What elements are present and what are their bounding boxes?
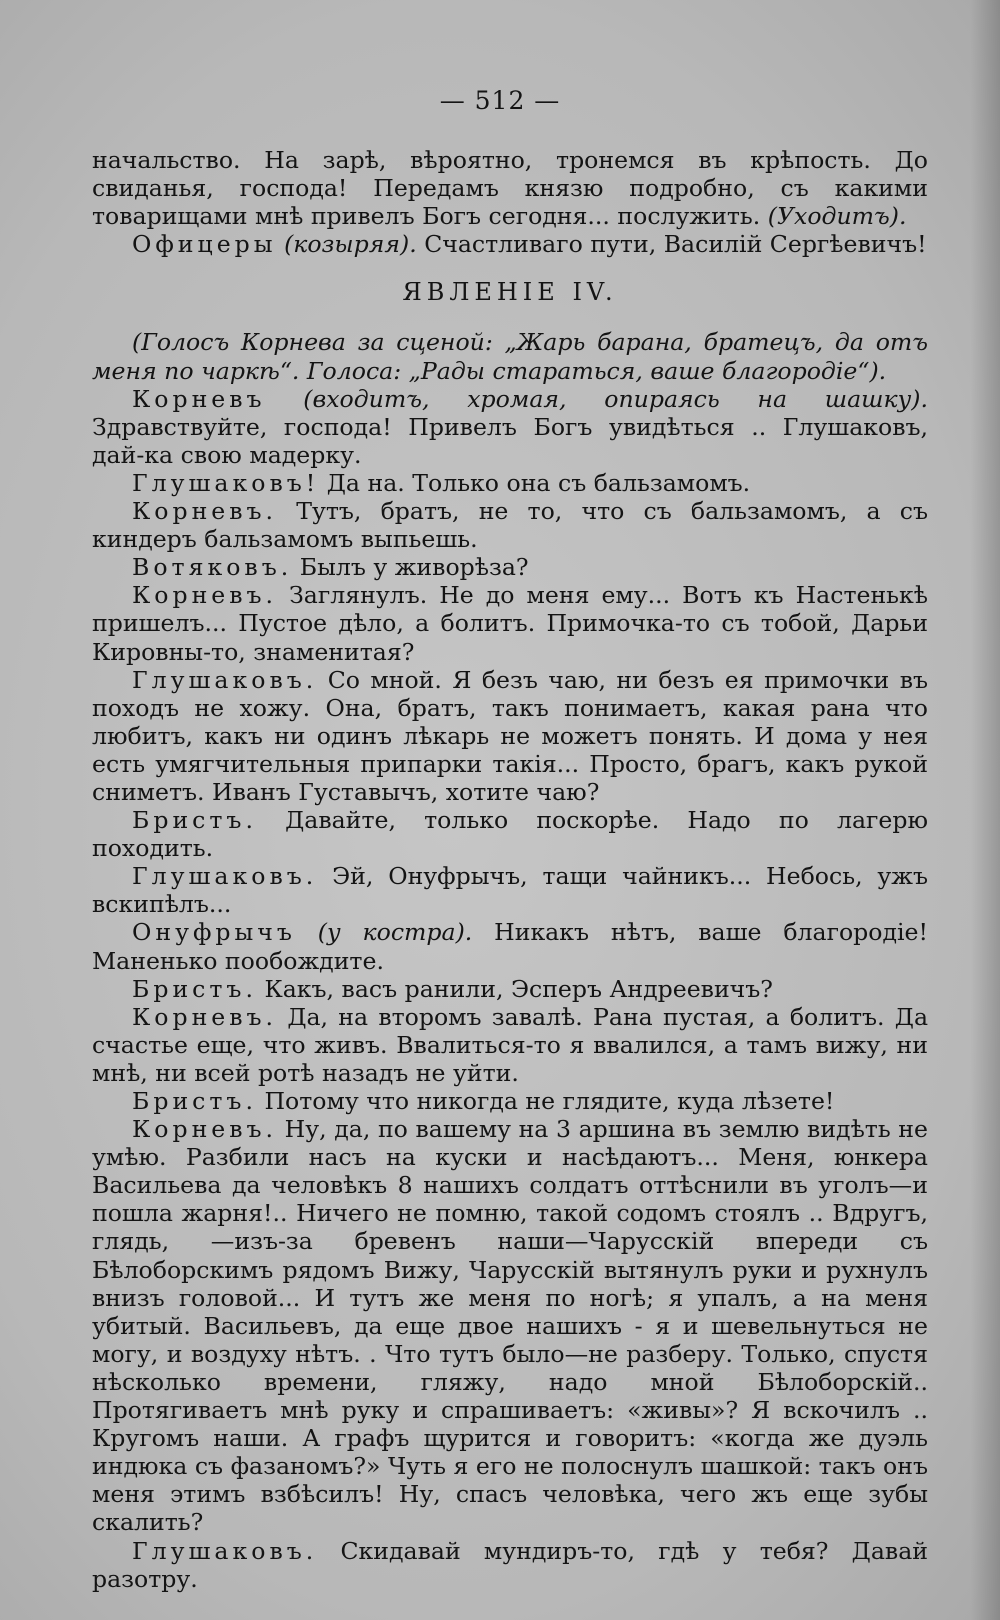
- paragraph-text: Какъ, васъ ранили, Эсперъ Андреевичъ?: [264, 974, 773, 1003]
- paragraph: [92, 1537, 928, 1593]
- paragraph: [92, 1087, 928, 1115]
- paragraph-text: Да на. Только она съ бальзамомъ.: [326, 468, 751, 497]
- paragraph-text: начальство. На зарѣ, вѣроятно, тронемся въ крѣпость. До свиданья, господа! Передамъ князю подробно, съ какими товарищами мнѣ привелъ Богъ сегодня... послужить.: [92, 146, 928, 231]
- paragraph-text: Здравствуйте, господа! Привелъ Богъ увидѣться .. Глушаковъ, дай-ка свою мадерку.: [92, 412, 928, 469]
- stage-direction: (козыряя).: [284, 230, 417, 259]
- paragraph: [92, 918, 928, 974]
- paragraph-text: Былъ у живорѣза?: [299, 553, 529, 582]
- speaker-name: Корневъ.: [132, 1115, 278, 1144]
- paragraph: [92, 230, 928, 258]
- page-number: — 512 —: [439, 86, 561, 115]
- stage-direction: (у костра).: [317, 918, 473, 947]
- speaker-name: Глушаковъ.: [132, 665, 318, 694]
- speaker-name: Корневъ.: [132, 1002, 278, 1031]
- paragraph: [92, 975, 928, 1003]
- paragraph: [92, 146, 928, 230]
- stage-direction: (Уходитъ).: [767, 202, 907, 231]
- speaker-name: Корневъ.: [132, 497, 278, 526]
- paragraph-text: Да, на второмъ завалѣ. Рана пустая, а болитъ. Да счастье еще, что живъ. Ввалиться-то я ввалился, а тамъ вижу, ни мнѣ, ни всей ротѣ назадъ не уйти.: [92, 1002, 929, 1087]
- paragraph-text: Заглянулъ. Не до меня ему... Вотъ къ Настенькѣ пришелъ... Пустое дѣло, а болитъ. Примочка-то съ тобой, Дарьи Кировны-то, знаменитая?: [92, 581, 929, 666]
- paragraph: [92, 666, 928, 806]
- speaker-name: Глушаковъ.: [132, 1536, 318, 1565]
- paragraph: [92, 497, 928, 553]
- paragraph: [92, 1003, 928, 1087]
- paragraph: [92, 806, 928, 862]
- paragraph-text: Скидавай мундиръ-то, гдѣ у тебя? Давай разотру.: [92, 1536, 929, 1593]
- paragraph-text: Со мной. Я безъ чаю, ни безъ ея примочки въ походъ не хожу. Она, братъ, такъ понимаетъ, какая рана что любитъ, какъ ни одинъ лѣкарь не можетъ понять. И дома у нея есть умягчительныя припарки такія... Просто, брагъ, какъ рукой сниметъ. Иванъ Густавычъ, хотите чаю?: [92, 665, 928, 806]
- speaker-name: Глушаковъ.: [132, 862, 318, 891]
- speaker-name: Онуфрычъ: [132, 918, 296, 947]
- page-text: [92, 146, 928, 1593]
- paragraph: [92, 553, 928, 581]
- paragraph-text: Потому что никогда не глядите, куда лѣзете!: [264, 1087, 835, 1115]
- stage-direction: (входитъ, хромая, опираясь на шашку).: [303, 384, 928, 413]
- stage-direction-paragraph: (Голосъ Корнева за сценой: „Жарь барана, братецъ, да отъ меня по чаркѣ“. Голоса: „Рады стараться, ваше благородіе“).: [92, 328, 928, 385]
- speaker-name: Офицеры: [132, 230, 277, 259]
- paragraph: [92, 862, 928, 918]
- paragraph-text: Эй, Онуфрычъ, тащи чайникъ... Небось, ужъ вскипѣлъ...: [92, 862, 929, 919]
- speaker-name: Бристъ.: [132, 1087, 257, 1115]
- paragraph-text: Никакъ нѣтъ, ваше благородіе! Маненько пообождите.: [92, 918, 928, 975]
- paragraph-text: Давайте, только поскорѣе. Надо по лагерю походить.: [92, 806, 929, 863]
- speaker-name: Корневъ.: [132, 581, 278, 610]
- paragraph: [92, 581, 928, 665]
- speaker-name: Корневъ: [132, 384, 266, 413]
- paragraph-text: Счастливаго пути, Василій Сергѣевичъ!: [424, 230, 927, 259]
- speaker-name: Бристъ.: [132, 806, 257, 835]
- speaker-name: Вотяковъ.: [132, 553, 293, 582]
- paragraph-text: Тутъ, братъ, не то, что съ бальзамомъ, а съ киндеръ бальзамомъ выпьешь.: [92, 497, 928, 554]
- paragraph: [92, 1115, 928, 1536]
- speaker-name: Глушаковъ!: [132, 468, 320, 497]
- paragraph: [92, 385, 928, 469]
- paragraph: [92, 469, 928, 497]
- paragraph-text: Ну, да, по вашему на 3 аршина въ землю видѣть не умѣю. Разбили насъ на куски и насѣдаютъ... Меня, юнкера Васильева да человѣкъ 8 нашихъ солдатъ оттѣснили въ уголъ—и пошла жарня!.. Ничего не помню, такой содомъ стоялъ .. Вдругъ, глядь, —изъ-за бревенъ наши—Чарусскій впереди съ Бѣлоборскимъ рядомъ Вижу, Чарусскій вытянулъ руки и рухнулъ внизъ головой... И тутъ же меня по ногѣ; я упалъ, а на меня убитый. Васильевъ, да еще двое нашихъ - я и шевельнуться не могу, и воздуху нѣтъ. . Что тутъ было—не разберу. Только, спустя нѣсколько времени, гляжу, надо мной Бѣлоборскій.. Протягиваетъ мнѣ руку и спрашиваетъ: «живы»? Я вскочилъ .. Кругомъ наши. А графъ щурится и говоритъ: «когда же дуэль индюка съ фазаномъ?» Чуть я его не полоснулъ шашкой: такъ онъ меня этимъ взбѣсилъ! Ну, спасъ человѣка, чего жъ еще зубы скалить?: [92, 1115, 928, 1537]
- scene-heading: ЯВЛЕНІЕ IV.: [402, 278, 618, 307]
- speaker-name: Бристъ.: [132, 974, 257, 1003]
